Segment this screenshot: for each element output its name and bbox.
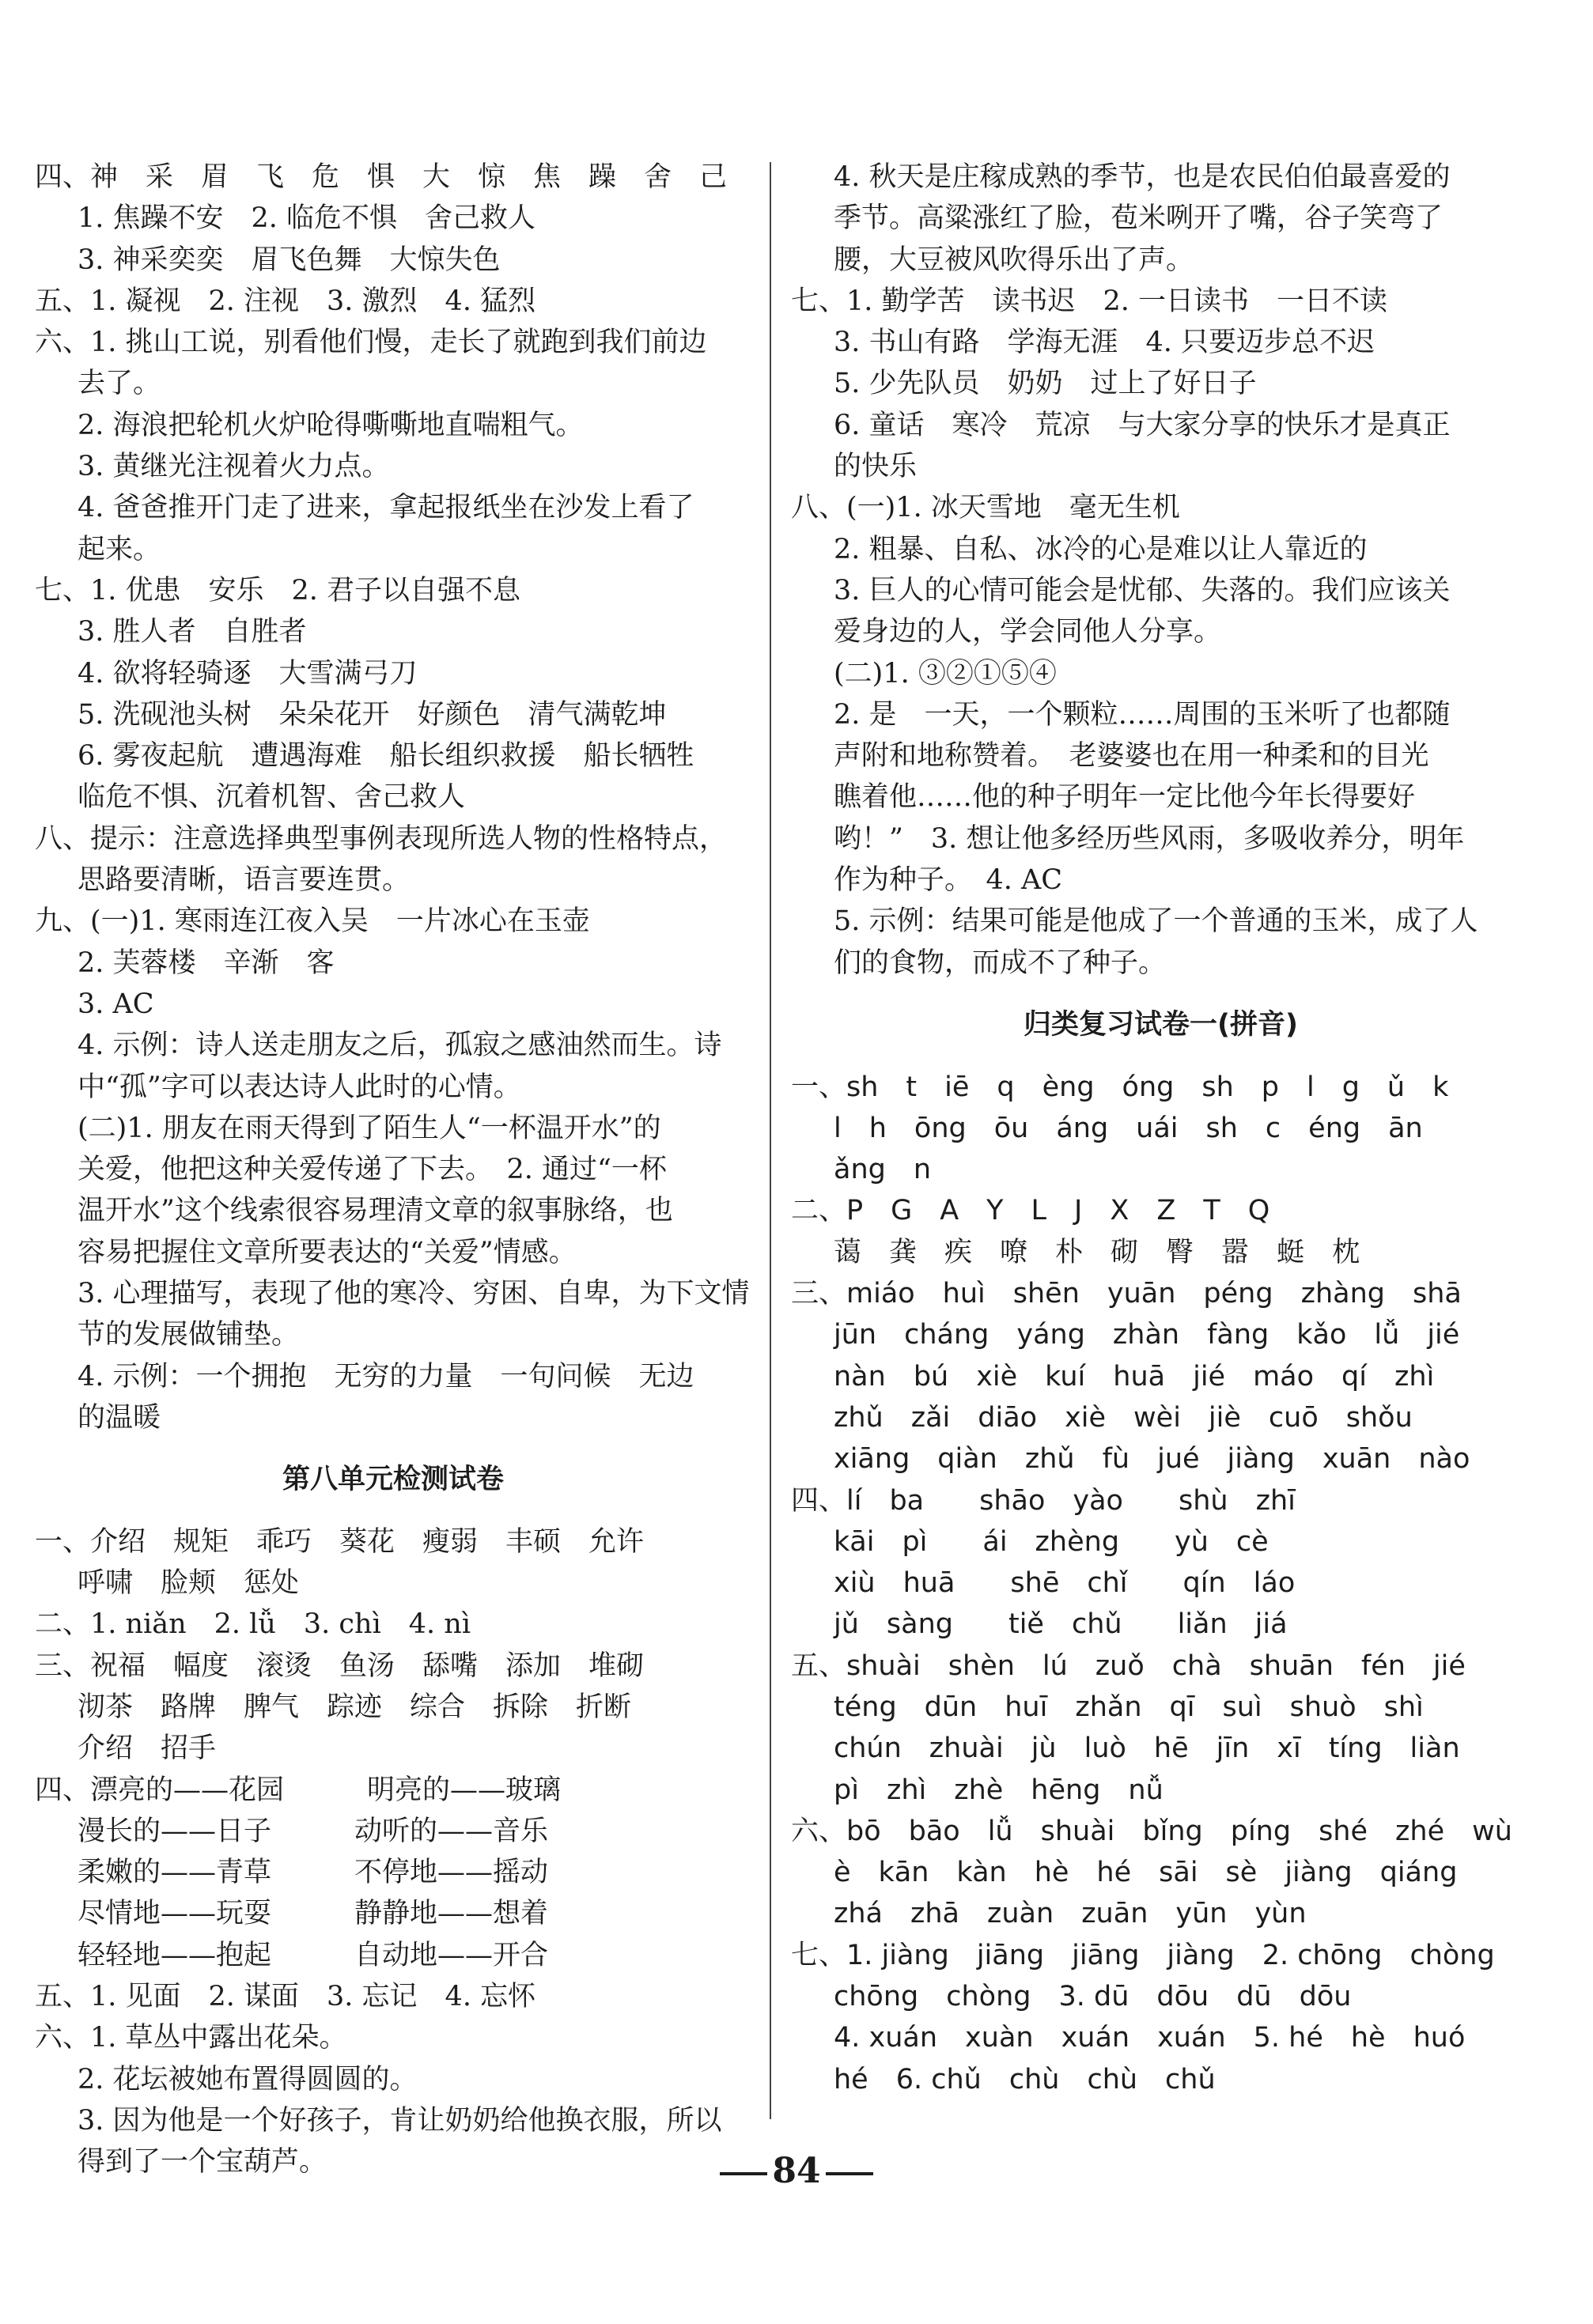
answer-line: zhǔ zǎi diāo xiè wèi jiè cuō shǒu — [834, 1401, 1413, 1434]
answer-line: 一、介绍 规矩 乖巧 葵花 瘦弱 丰硕 允许 — [35, 1525, 645, 1558]
answer-line: 柔嫩的——青草 不停地——摇动 — [78, 1857, 549, 1889]
answer-line: 七、1. 优患 安乐 2. 君子以自强不息 — [35, 574, 521, 607]
answer-line: 2. 芙蓉楼 辛渐 客 — [78, 947, 335, 979]
answer-line: 介绍 招手 — [78, 1733, 217, 1765]
answer-line: 三、miáo huì shēn yuān péng zhàng shā — [791, 1278, 1462, 1310]
answer-line: téng dūn huī zhǎn qī suì shuò shì — [834, 1691, 1424, 1723]
answer-line: nàn bú xiè kuí huā jié máo qí zhì — [834, 1360, 1435, 1393]
answer-line: xiù huā shē chǐ qín láo — [834, 1567, 1296, 1600]
answer-line: l h ōng ōu áng uái sh c éng ān — [834, 1112, 1423, 1144]
right-answers-section-2 — [791, 1067, 1531, 2100]
answer-line: è kān kàn hè hé sāi sè jiàng qiáng — [834, 1857, 1458, 1889]
answer-line: 漫长的——日子 动听的——音乐 — [78, 1815, 549, 1847]
answer-line: 三、祝福 幅度 滚烫 鱼汤 舔嘴 添加 堆砌 — [35, 1649, 645, 1682]
answer-line: 呼啸 脸颊 惩处 — [78, 1567, 300, 1600]
answer-line: 哟！” 3. 想让他多经历些风雨，多吸收养分，明年 — [834, 822, 1465, 855]
answer-line: 5. 少先队员 奶奶 过上了好日子 — [834, 368, 1257, 400]
answer-line: 2. 是 一天，一个颗粒……周围的玉米听了也都随 — [834, 698, 1451, 731]
answer-line: 五、1. 凝视 2. 注视 3. 激烈 4. 猛烈 — [35, 285, 536, 317]
answer-line: xiāng qiàn zhǔ fù jué jiàng xuān nào — [834, 1443, 1470, 1476]
answer-line: 2. 粗暴、自私、冰冷的心是难以让人靠近的 — [834, 533, 1368, 565]
answer-line: ǎng n — [834, 1154, 932, 1186]
answer-line: 3. 心理描写，表现了他的寒冷、穷困、自卑，为下文情 — [78, 1278, 750, 1310]
answer-line: 关爱，他把这种关爱传递了下去。 2. 通过“一杯 — [78, 1154, 667, 1186]
left-answers-section-2 — [35, 1521, 751, 2183]
answer-line: 爱身边的人，学会同他人分享。 — [834, 616, 1222, 648]
column-divider — [770, 162, 771, 2119]
answer-line: chōng chòng 3. dū dōu dū dōu — [834, 1981, 1352, 2013]
answer-line: 6. 雾夜起航 遭遇海难 船长组织救援 船长牺牲 — [78, 740, 694, 773]
answer-line: 六、1. 挑山工说，别看他们慢，走长了就跑到我们前边 — [35, 327, 707, 359]
answer-line: 容易把握住文章所要表达的“关爱”情感。 — [78, 1236, 577, 1268]
answer-line: 瞧着他……他的种子明年一定比他今年长得要好 — [834, 781, 1416, 814]
dash-left — [720, 2172, 767, 2175]
answer-line: 八、(一)1. 冰天雪地 毫无生机 — [791, 492, 1180, 524]
answer-line: 4. 示例：一个拥抱 无穷的力量 一句问候 无边 — [78, 1360, 694, 1393]
answer-line: 5. 示例：结果可能是他成了一个普通的玉米，成了人 — [834, 905, 1478, 938]
answer-line: 蔼 龚 疾 嘹 朴 砌 臀 嚣 蜓 枕 — [834, 1236, 1360, 1268]
answer-line: 1. 焦躁不安 2. 临危不惧 舍己救人 — [78, 202, 536, 235]
answer-line: 四、神 采 眉 飞 危 惧 大 惊 焦 躁 舍 己 — [35, 161, 728, 193]
answer-line: pì zhì zhè hēng nǚ — [834, 1774, 1164, 1806]
left-answers-section-1 — [35, 157, 751, 1438]
answer-line: 去了。 — [78, 368, 161, 400]
answer-line: 6. 童话 寒冷 荒凉 与大家分享的快乐才是真正 — [834, 409, 1451, 441]
answer-line: 二、1. niǎn 2. lǚ 3. chì 4. nì — [35, 1608, 471, 1641]
answer-line: 尽情地——玩耍 静静地——想着 — [78, 1898, 549, 1930]
answer-line: 七、1. jiàng jiāng jiāng jiàng 2. chōng chòng — [791, 1939, 1495, 1971]
answer-line: 3. 因为他是一个好孩子，肯让奶奶给他换衣服，所以 — [78, 2104, 722, 2137]
answer-line: 的快乐 — [834, 451, 918, 483]
answer-line: 5. 洗砚池头树 朵朵花开 好颜色 清气满乾坤 — [78, 698, 667, 731]
answer-line: jǔ sàng tiě chǔ liǎn jiá — [834, 1608, 1288, 1641]
answer-line: 3. 巨人的心情可能会是忧郁、失落的。我们应该关 — [834, 574, 1451, 607]
answer-line: 起来。 — [78, 533, 161, 565]
left-column — [35, 157, 751, 2183]
answer-line: 温开水”这个线索很容易理清文章的叙事脉络，也 — [78, 1195, 673, 1227]
answer-line: zhá zhā zuàn zuān yūn yùn — [834, 1898, 1307, 1930]
page-number — [0, 2151, 1593, 2191]
answer-line: 4. 爸爸推开门走了进来，拿起报纸坐在沙发上看了 — [78, 492, 694, 524]
answer-line: chún zhuài jù luò hē jīn xī tíng liàn — [834, 1733, 1460, 1765]
answer-line: kāi pì ái zhèng yù cè — [834, 1525, 1269, 1558]
answer-line: 2. 花坛被她布置得圆圆的。 — [78, 2063, 418, 2095]
page-number-value: 84 — [772, 2151, 821, 2191]
answer-line: 一、sh t iē q èng óng sh p l g ǔ k — [791, 1071, 1449, 1103]
answer-line: 3. 胜人者 自胜者 — [78, 616, 307, 648]
right-column — [791, 157, 1531, 2100]
answer-line: 季节。高粱涨红了脸，苞米咧开了嘴，谷子笑弯了 — [834, 202, 1444, 235]
answer-line: 得到了一个宝葫芦。 — [78, 2146, 327, 2179]
answer-line: 2. 海浪把轮机火炉呛得嘶嘶地直喘粗气。 — [78, 409, 584, 441]
answer-line: 3. 黄继光注视着火力点。 — [78, 451, 390, 483]
answer-line: 六、bō bāo lǚ shuài bǐng píng shé zhé wù — [791, 1815, 1512, 1847]
answer-line: 八、提示：注意选择典型事例表现所选人物的性格特点， — [35, 822, 728, 855]
answer-line: 4. 秋天是庄稼成熟的季节，也是农民伯伯最喜爱的 — [834, 161, 1451, 193]
answer-line: 中“孤”字可以表达诗人此时的心情。 — [78, 1071, 521, 1103]
answer-line: 思路要清晰，语言要连贯。 — [78, 864, 411, 897]
answer-line: (二)1. 朋友在雨天得到了陌生人“一杯温开水”的 — [78, 1112, 661, 1144]
answer-line: 临危不惧、沉着机智、舍己救人 — [78, 781, 466, 814]
dash-right — [826, 2172, 873, 2175]
answer-line: 五、1. 见面 2. 谋面 3. 忘记 4. 忘怀 — [35, 1981, 536, 2013]
answer-line: 们的食物，而成不了种子。 — [834, 947, 1167, 979]
answer-line: 沏茶 路牌 脾气 踪迹 综合 拆除 折断 — [78, 1691, 632, 1723]
right-answers-section-1 — [791, 157, 1531, 984]
answer-line: hé 6. chǔ chù chù chǔ — [834, 2063, 1216, 2095]
answer-line: 二、P G A Y L J X Z T Q — [791, 1195, 1270, 1227]
answer-line: 声附和地称赞着。 老婆婆也在用一种柔和的目光 — [834, 740, 1429, 773]
answer-line: 的温暖 — [78, 1401, 161, 1434]
answer-line: 九、(一)1. 寒雨连江夜入吴 一片冰心在玉壶 — [35, 905, 590, 938]
answer-line: 作为种子。 4. AC — [834, 864, 1063, 897]
answer-line: 3. 神采奕奕 眉飞色舞 大惊失色 — [78, 244, 501, 276]
answer-line: (二)1. ③②①⑤④ — [834, 657, 1057, 690]
answer-line: 节的发展做铺垫。 — [78, 1319, 300, 1351]
section-heading-pinyin: 归类复习试卷一(拼音) — [1024, 1008, 1298, 1041]
answer-line: 四、lí ba shāo yào shù zhī — [791, 1484, 1296, 1517]
answer-line: 五、shuài shèn lú zuǒ chà shuān fén jié — [791, 1649, 1466, 1682]
answer-line: 轻轻地——抱起 自动地——开合 — [78, 1939, 549, 1971]
answer-line: 四、漂亮的——花园 明亮的——玻璃 — [35, 1774, 562, 1806]
answer-line: 六、1. 草丛中露出花朵。 — [35, 2022, 347, 2054]
answer-line: 4. 欲将轻骑逐 大雪满弓刀 — [78, 657, 418, 690]
answer-line: 3. 书山有路 学海无涯 4. 只要迈步总不迟 — [834, 327, 1375, 359]
answer-line: 4. 示例：诗人送走朋友之后，孤寂之感油然而生。诗 — [78, 1030, 722, 1062]
answer-line: jūn cháng yáng zhàn fàng kǎo lǚ jié — [834, 1319, 1460, 1351]
answer-line: 3. AC — [78, 988, 154, 1020]
answer-line: 腰，大豆被风吹得乐出了声。 — [834, 244, 1194, 276]
answer-line: 七、1. 勤学苦 读书迟 2. 一日读书 一日不读 — [791, 285, 1388, 317]
section-heading-unit8: 第八单元检测试卷 — [282, 1464, 504, 1496]
answer-line: 4. xuán xuàn xuán xuán 5. hé hè huó — [834, 2022, 1466, 2054]
